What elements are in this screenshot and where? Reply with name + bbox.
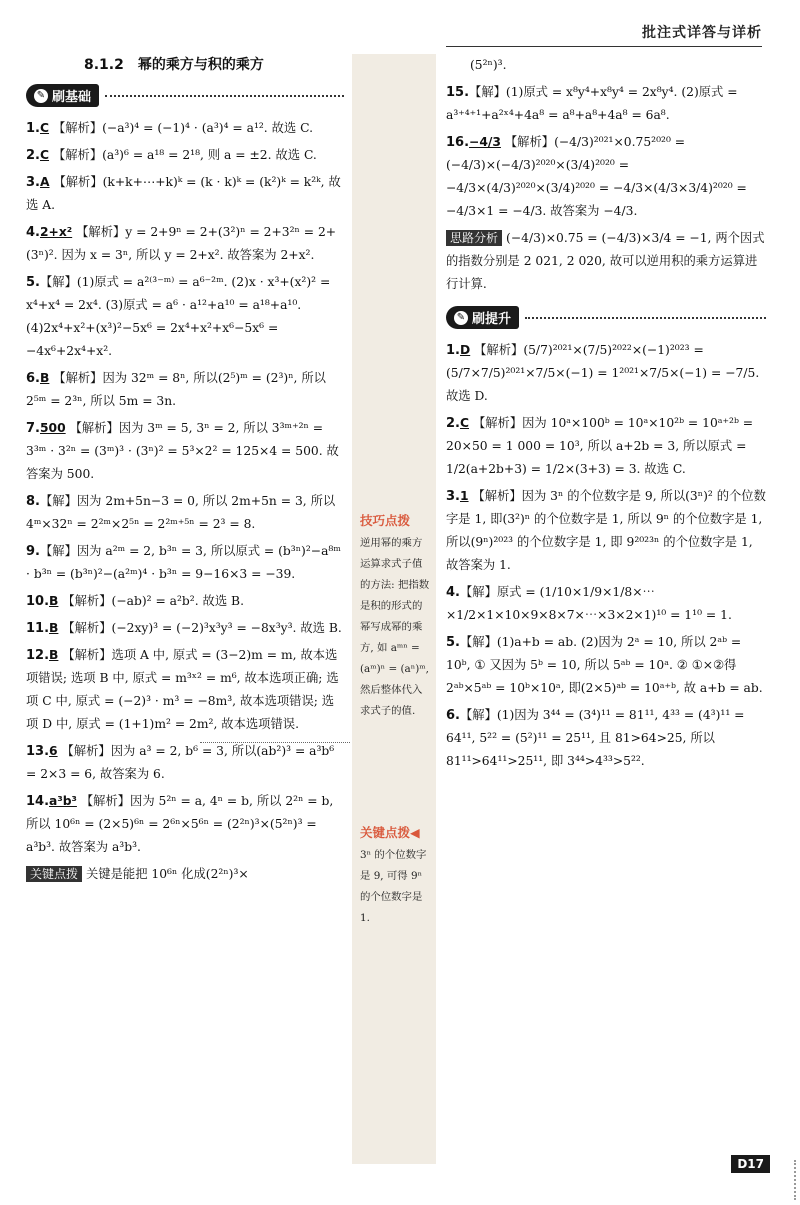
right-column [446, 54, 766, 777]
item-answer: a³b³ [49, 794, 77, 808]
item-text: 【解析】(−a³)⁴ = (−1)⁴ · (a³)⁴ = a¹². 故选 C. [52, 121, 314, 135]
item-answer: B [49, 621, 59, 635]
item-number: 3. [446, 489, 460, 504]
tip-label: 思路分析 [446, 230, 502, 246]
answer-item [26, 540, 344, 586]
advanced-bar [446, 306, 766, 329]
item-text: 【解析】因为 32ᵐ = 8ⁿ, 所以(2⁵)ᵐ = (2³)ⁿ, 所以 2⁵ᵐ = 2³ⁿ, 所以 5m = 3n. [26, 371, 326, 408]
side-note-text: 逆用幂的乘方运算求式子值的方法: 把指数是积的形式的幂写成幂的乘方, 如 aᵐⁿ = (aᵐ)ⁿ = (aⁿ)ᵐ, 然后整体代入求式子的值. [360, 537, 430, 717]
answer-item [26, 144, 344, 167]
item-text: 【解析】因为 5²ⁿ = a, 4ⁿ = b, 所以 2²ⁿ = b, 所以 10⁶ⁿ = (2×5)⁶ⁿ = 2⁶ⁿ×5⁶ⁿ = (2²ⁿ)³×(5²ⁿ)³ = a³b³. 故答案为 a³b³. [26, 794, 334, 854]
item-answer: A [39, 175, 50, 189]
answer-item [446, 631, 766, 700]
tip-text: 关键是能把 10⁶ⁿ 化成(2²ⁿ)³× [86, 867, 249, 881]
item-number: 9. [26, 544, 40, 559]
item-text: 【解】因为 2m+5n−3 = 0, 所以 2m+5n = 3, 所以 4ᵐ×32ⁿ = 2²ᵐ×2⁵ⁿ = 2²ᵐ⁺⁵ⁿ = 2³ = 8. [26, 494, 336, 531]
basic-bar [26, 84, 344, 107]
answer-item [26, 644, 344, 736]
answer-item [26, 590, 344, 613]
item-text: 【解析】选项 A 中, 原式 = (3−2)m = m, 故本选项错误; 选项 B 中, 原式 = m³ˣ² = m⁶, 故本选项正确; 选项 C 中, 原式 = (−2)³ · m³ = −8m³, 故本选项错误; 选项 D 中, 原式 = (1+1)m² = 2m², 故本选项错误. [26, 648, 339, 731]
item-answer: C [39, 148, 50, 162]
answer-item [26, 490, 344, 536]
answer-item [446, 339, 766, 408]
tip-item [26, 863, 344, 886]
side-note [360, 510, 432, 722]
side-note [360, 822, 432, 929]
header-title: 批注式详答与详析 [642, 25, 762, 41]
answer-item [446, 485, 766, 577]
item-text: 【解析】y = 2+9ⁿ = 2+(3²)ⁿ = 2+3²ⁿ = 2+(3ⁿ)². 因为 x = 3ⁿ, 所以 y = 2+x². 故答案为 2+x². [26, 225, 337, 262]
item-text: 【解】原式 = (1/10×1/9×1/8×⋯×1/2×1×10×9×8×7×⋯×3×2×1)¹⁰ = 1¹⁰ = 1. [446, 585, 732, 622]
item-number: 12. [26, 648, 50, 663]
item-answer: 500 [39, 421, 66, 435]
pen-icon: ✎ [454, 311, 468, 325]
item-text: 【解析】因为 10ᵃ×100ᵇ = 10ᵃ×10²ᵇ = 10ᵃ⁺²ᵇ = 20×50 = 1 000 = 10³, 所以 a+2b = 3, 所以原式 = 1/2(a+2b+3) = 1/2×(3+3) = 3. 故选 C. [446, 416, 754, 476]
item-number: 6. [26, 371, 40, 386]
item-number: 16. [446, 135, 470, 150]
item-text: 【解析】因为 3ᵐ = 5, 3ⁿ = 2, 所以 3³ᵐ⁺²ⁿ = 3³ᵐ · 3²ⁿ = (3ᵐ)³ · (3ⁿ)² = 5³×2² = 125×4 = 500. 故答案为 500. [26, 421, 339, 481]
item-number: 13. [26, 744, 50, 759]
advanced-label: 刷提升 [472, 312, 512, 327]
item-text: 【解】(1)原式 = a²⁽³⁻ᵐ⁾ = a⁶⁻²ᵐ. (2)x · x³+(x²)² = x⁴+x⁴ = 2x⁴. (3)原式 = a⁶ · a¹²+a¹⁰ = a¹⁸+a¹⁰. (4)2x⁴+x²+(x³)²−5x⁶ = 2x⁴+x²+x⁶−5x⁶ = −4x⁶+2x⁴+x². [26, 275, 331, 358]
item-text: 【解】(1)原式 = x⁸y⁴+x⁸y⁴ = 2x⁸y⁴. (2)原式 = a³⁺⁴⁺¹+a²ˣ⁴+4a⁸ = a⁸+a⁸+4a⁸ = 6a⁸. [446, 85, 738, 122]
tip-label: 关键点拨 [26, 866, 82, 882]
item-text: 【解】(1)a+b = ab. (2)因为 2ᵃ = 10, 所以 2ᵃᵇ = 10ᵇ, ① 又因为 5ᵇ = 10, 所以 5ᵃᵇ = 10ᵃ. ② ①×②得 2ᵃᵇ×5ᵃᵇ = 10ᵇ×10ᵃ, 即(2×5)ᵃᵇ = 10ᵃ⁺ᵇ, 故 a+b = ab. [446, 635, 763, 695]
answer-item [446, 704, 766, 773]
section-title: 8.1.2 幂的乘方与积的乘方 [84, 57, 264, 73]
leader-line [200, 742, 350, 743]
tip-item [446, 227, 766, 296]
side-note-title: 关键点拨◀ [360, 825, 420, 840]
item-text: 【解析】(−2xy)³ = (−2)³x³y³ = −8x³y³. 故选 B. [62, 621, 342, 635]
left-column [26, 54, 344, 890]
item-number: 14. [26, 794, 50, 809]
item-text: 【解析】(−4/3)²⁰²¹×0.75²⁰²⁰ = (−4/3)×(−4/3)²⁰²⁰×(3/4)²⁰²⁰ = −4/3×(4/3)²⁰²⁰×(3/4)²⁰²⁰ = −4/3×(4/3×3/4)²⁰²⁰ = −4/3×1 = −4/3. 故答案为 −4/3. [446, 135, 747, 218]
item-text: 【解析】因为 3ⁿ 的个位数字是 9, 所以(3ⁿ)² 的个位数字是 1, 即(3²)ⁿ 的个位数字是 1, 所以 9ⁿ 的个位数字是 1, 所以(9ⁿ)²⁰²³ 的个位数字是 1, 即 9²⁰²³ⁿ 的个位数字是 1, 故答案为 1. [446, 489, 766, 572]
answer-item [446, 131, 766, 223]
item-number: 2. [446, 416, 460, 431]
item-answer: C [459, 416, 470, 430]
page-number: D17 [731, 1155, 770, 1173]
divider [525, 317, 766, 319]
answer-item [26, 221, 344, 267]
answer-item [26, 117, 344, 140]
item-number: 4. [446, 585, 460, 600]
answer-item [26, 271, 344, 363]
answer-item [26, 417, 344, 486]
item-number: 5. [446, 635, 460, 650]
item-answer: 1 [459, 489, 469, 503]
item-number: 1. [26, 121, 40, 136]
item-number: 8. [26, 494, 40, 509]
corner-decoration [774, 1160, 796, 1200]
item-text: 【解析】(5/7)²⁰²¹×(7/5)²⁰²²×(−1)²⁰²³ = (5/7×7/5)²⁰²¹×7/5×(−1) = 1²⁰²¹×7/5×(−1) = −7/5. 故选 D. [446, 343, 760, 403]
pen-icon: ✎ [34, 89, 48, 103]
answer-item [26, 790, 344, 859]
item-number: 4. [26, 225, 40, 240]
item-answer: D [459, 343, 471, 357]
header-rule [446, 46, 762, 47]
basic-label: 刷基础 [52, 90, 92, 105]
item-number: 2. [26, 148, 40, 163]
item-number: 1. [446, 343, 460, 358]
item-text: 【解析】(k+k+⋯+k)ᵏ = (k · k)ᵏ = (k²)ᵏ = k²ᵏ, 故选 A. [26, 175, 341, 212]
item-answer: B [39, 371, 50, 385]
item-answer: C [39, 121, 50, 135]
divider [105, 95, 344, 97]
item-text: 【解】(1)因为 3⁴⁴ = (3⁴)¹¹ = 81¹¹, 4³³ = (4³)¹¹ = 64¹¹, 5²² = (5²)¹¹ = 25¹¹, 且 81>64>25, 所以 81¹¹>64¹¹>25¹¹, 即 3⁴⁴>4³³>5²². [446, 708, 745, 768]
advanced-tag [446, 306, 519, 329]
item-number: 15. [446, 85, 470, 100]
item-text: 【解析】因为 a³ = 2, b⁶ = 3, 所以(ab²)³ = a³b⁶ = 2×3 = 6, 故答案为 6. [26, 744, 335, 781]
answer-item [26, 171, 344, 217]
item-answer: 6 [49, 744, 58, 758]
answer-item [446, 81, 766, 127]
continued-text: (5²ⁿ)³. [470, 58, 507, 72]
answer-item [26, 367, 344, 413]
item-number: 5. [26, 275, 40, 290]
item-number: 7. [26, 421, 40, 436]
item-answer: 2+x² [39, 225, 73, 239]
side-note-text: 3ⁿ 的个位数字是 9, 可得 9ⁿ 的个位数字是 1. [360, 849, 427, 924]
item-number: 10. [26, 594, 50, 609]
item-number: 11. [26, 621, 50, 636]
answer-item [446, 581, 766, 627]
answer-item [26, 617, 344, 640]
item-text: 【解析】(−ab)² = a²b². 故选 B. [62, 594, 244, 608]
item-answer: B [49, 648, 59, 662]
answer-item [446, 412, 766, 481]
side-note-title: 技巧点拨 [360, 513, 411, 528]
item-text: 【解】因为 a²ᵐ = 2, b³ⁿ = 3, 所以原式 = (b³ⁿ)²−a⁸ᵐ · b³ⁿ = (b³ⁿ)²−(a²ᵐ)⁴ · b³ⁿ = 9−16×3 = −39. [26, 544, 341, 581]
margin-notes [352, 54, 436, 1164]
item-number: 3. [26, 175, 40, 190]
basic-tag [26, 84, 99, 107]
tip-text: (−4/3)×0.75 = (−4/3)×3/4 = −1, 两个因式的指数分别是 2 021, 2 020, 故可以逆用积的乘方运算进行计算. [446, 231, 765, 291]
item-answer: −4/3 [469, 135, 501, 149]
item-number: 6. [446, 708, 460, 723]
item-text: 【解析】(a³)⁶ = a¹⁸ = 2¹⁸, 则 a = ±2. 故选 C. [52, 148, 317, 162]
answer-item [26, 740, 344, 786]
item-answer: B [49, 594, 59, 608]
